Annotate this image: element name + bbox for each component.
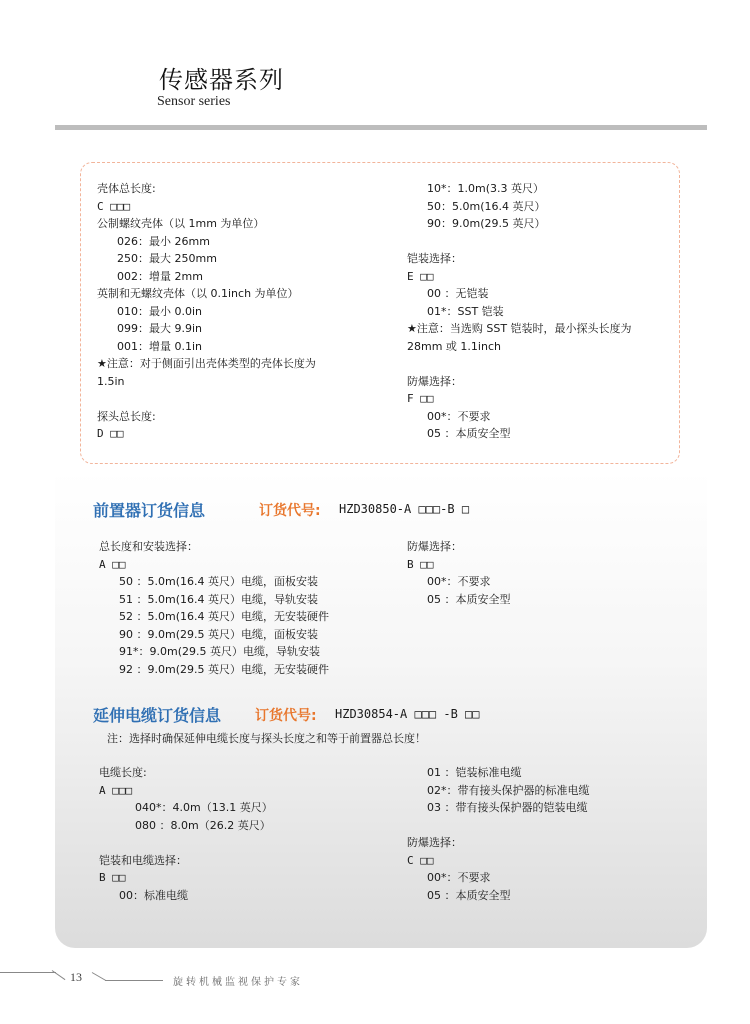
cable-line: 080 ：8.0m（26.2 英尺） [135,818,271,832]
probe-line: 1.5in [97,374,125,388]
probe-line: 002：增量 2mm [117,269,203,283]
preamp-line: 52 ：5.0m(16.4 英尺）电缆，无安装硬件 [119,610,329,623]
footer-rule-right [105,980,163,981]
probe-spacer [97,390,316,408]
preamp-left-column [99,538,329,678]
probe-line: 壳体总长度: [97,182,156,195]
probe-spacer [407,233,632,251]
preamp-line: 05 ：本质安全型 [427,592,511,606]
probe-line: 探头总长度: [97,409,156,423]
cable-order-code: HZD30854-A □□□ -B □□ [335,707,480,721]
cable-line: 电缆长度: [99,766,147,779]
cable-line: 03 ：带有接头保护器的铠装电缆 [427,801,588,814]
probe-note: ★注意：当选购 SST 铠装时，最小探头长度为 [407,322,632,335]
probe-right-column [407,180,632,443]
cable-line: A □□□ [99,783,133,797]
probe-line: 90：9.0m(29.5 英尺） [427,217,546,230]
preamp-line: 00*：不要求 [427,575,491,588]
cable-order-label: 订货代号: [255,708,317,724]
page-title: 传感器系列 [159,66,284,94]
probe-line: 50：5.0m(16.4 英尺） [427,199,546,213]
cable-line: 铠装和电缆选择： [99,853,187,867]
preamp-line: 总长度和安装选择： [99,540,198,553]
cable-right-column [407,764,590,904]
footer-rule-slash [92,972,106,981]
preamp-line: 51 ：5.0m(16.4 英尺）电缆，导轨安装 [119,592,318,606]
probe-note: ★注意：对于侧面引出壳体类型的壳体长度为 [97,357,316,370]
probe-line: 01*：SST 铠装 [427,304,504,318]
cable-line: 防爆选择： [407,836,462,849]
cable-section-title: 延伸电缆订货信息 [93,706,222,725]
probe-line: 099：最大 9.9in [117,322,203,335]
cable-left-column [99,764,273,904]
probe-line: 公制螺纹壳体（以 1mm 为单位） [97,217,265,230]
preamp-order-label: 订货代号: [259,503,321,519]
cable-line: C □□ [407,853,434,867]
footer-slogan: 旋转机械监视保护专家 [173,977,303,988]
page-subtitle: Sensor series [157,94,231,109]
preamp-section-title: 前置器订货信息 [93,501,206,520]
cable-line: 00*：不要求 [427,871,491,884]
cable-note: 注：选择时确保延伸电缆长度与探头长度之和等于前置器总长度！ [107,732,426,745]
probe-line: 英制和无螺纹壳体（以 0.1inch 为单位） [97,287,299,300]
cable-line: 05 ：本质安全型 [427,888,511,902]
probe-line: F □□ [407,392,434,405]
probe-spacer [407,355,632,373]
preamp-line: A □□ [99,557,126,571]
cable-spacer [99,834,273,852]
probe-line: 250：最大 250mm [117,252,217,265]
footer-rule-slash [52,970,66,980]
preamp-line: 90 ：9.0m(29.5 英尺）电缆，面板安装 [119,627,318,641]
header-divider [55,125,707,130]
probe-line: 010：最小 0.0in [117,304,203,318]
probe-line: 10*：1.0m(3.3 英尺） [427,182,544,195]
probe-left-column [97,180,316,443]
preamp-line: 50 ：5.0m(16.4 英尺）电缆，面板安装 [119,575,318,588]
preamp-order-code: HZD30850-A □□□-B □ [339,502,470,516]
cable-line: 01 ：铠装标准电缆 [427,766,522,779]
probe-line: 00 ：无铠装 [427,287,489,300]
preamp-line: 91*：9.0m(29.5 英尺）电缆，导轨安装 [119,645,320,658]
probe-line: 28mm 或 1.1inch [407,339,501,353]
cable-line: 02*：带有接头保护器的标准电缆 [427,783,590,797]
probe-line: 001：增量 0.1in [117,339,203,353]
cable-line: 00：标准电缆 [119,888,188,902]
probe-line: 防爆选择： [407,374,462,388]
probe-line: 铠装选择： [407,252,462,265]
probe-line: 026：最小 26mm [117,234,210,248]
preamp-right-column [407,538,511,608]
probe-line: E □□ [407,269,434,283]
preamp-line: B □□ [407,557,434,571]
probe-line: C □□□ [97,199,131,213]
preamp-line: 92 ：9.0m(29.5 英尺）电缆，无安装硬件 [119,662,329,676]
probe-line: D □□ [97,427,124,440]
cable-spacer [407,817,590,835]
cable-line: B □□ [99,871,126,884]
preamp-line: 防爆选择： [407,540,462,553]
probe-line: 00*：不要求 [427,409,491,423]
probe-line: 05 ：本质安全型 [427,427,511,440]
page-number: 13 [70,970,82,984]
footer-rule-left [0,972,56,973]
cable-line: 040*：4.0m（13.1 英尺） [135,801,273,814]
